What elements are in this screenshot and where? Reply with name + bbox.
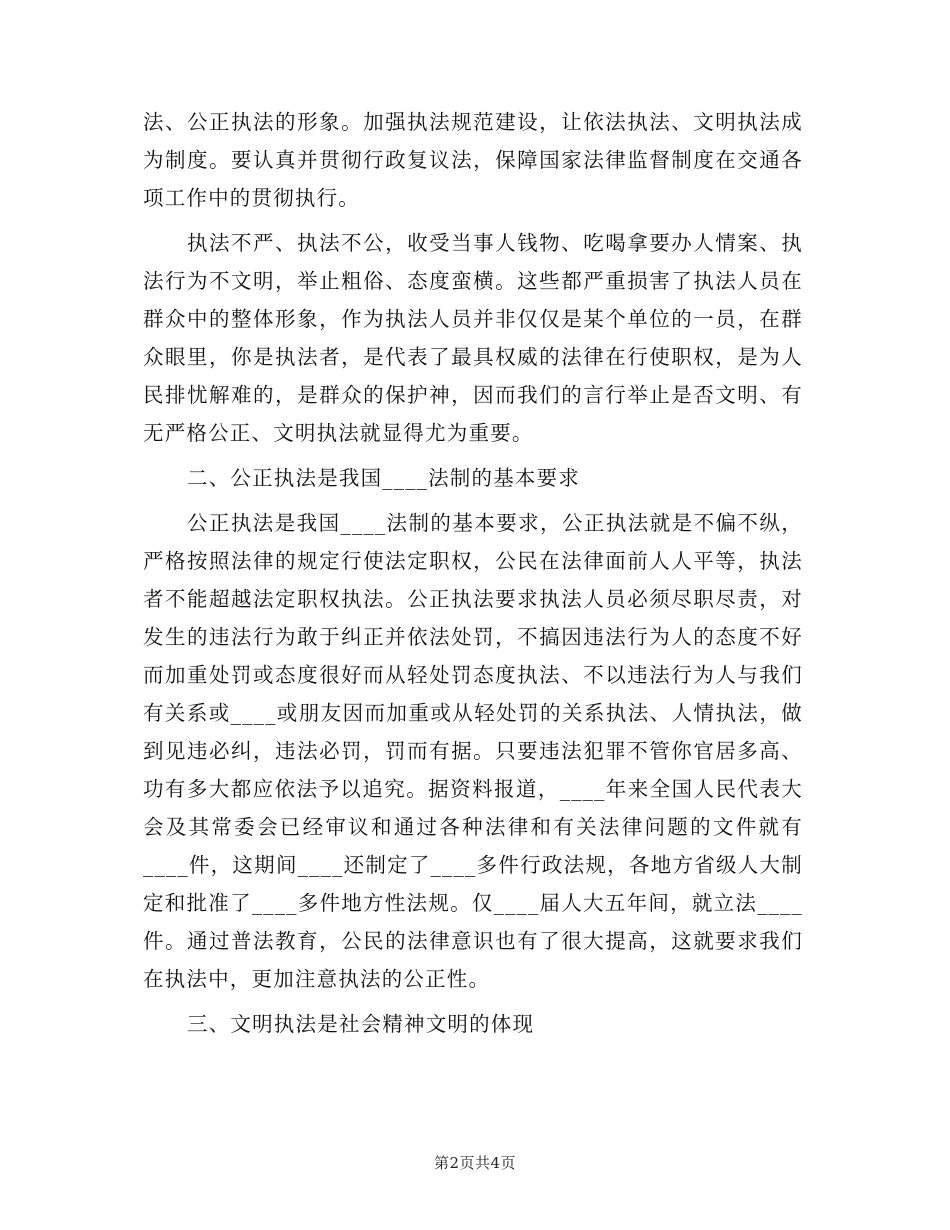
section-heading-fair-enforcement: 二、公正执法是我国____法制的基本要求 [187, 466, 580, 490]
page-number-footer: 第2页共4页 [433, 1154, 517, 1172]
section-heading-civilized-enforcement: 三、文明执法是社会精神文明的体现 [187, 1012, 535, 1036]
paragraph-continuation: 法、公正执法的形象。加强执法规范建设，让依法执法、文明执法成为制度。要认真并贯彻行政复议法，保障国家法律监督制度在交通各项工作中的贯彻执行。 [143, 110, 803, 210]
paragraph-fair-enforcement: 公正执法是我国____法制的基本要求，公正执法就是不偏不纵，严格按照法律的规定行使法定职权，公民在法律面前人人平等，执法者不能超越法定职权执法。公正执法要求执法人员必须尽职尽责，对发生的违法行为敢于纠正并依法处罚，不搞因违法行为人的态度不好而加重处罚或态度很好而从轻处罚态度执法、不以违法行为人与我们有关系或____或朋友因而加重或从轻处罚的关系执法、人情执法，做到见违必纠，违法必罚，罚而有据。只要违法犯罪不管你官居多高、功有多大都应依法予以追究。据资料报道，____年来全国人民代表大会及其常委会已经审议和通过各种法律和有关法律问题的文件就有____件，这期间____还制定了____多件行政法规，各地方省级人大制定和批准了____多件地方性法规。仅____届人大五年间，就立法____件。通过普法教育，公民的法律意识也有了很大提高，这就要求我们在执法中，更加注意执法的公正性。 [143, 511, 803, 991]
paragraph-misconduct: 执法不严、执法不公，收受当事人钱物、吃喝拿要办人情案、执法行为不文明，举止粗俗、态度蛮横。这些都严重损害了执法人员在群众中的整体形象，作为执法人员并非仅仅是某个单位的一员，在群众眼里，你是执法者，是代表了最具权威的法律在行使职权，是为人民排忧解难的，是群众的保护神，因而我们的言行举止是否文明、有无严格公正、文明执法就显得尤为重要。 [143, 231, 803, 445]
document-body [143, 103, 803, 1043]
